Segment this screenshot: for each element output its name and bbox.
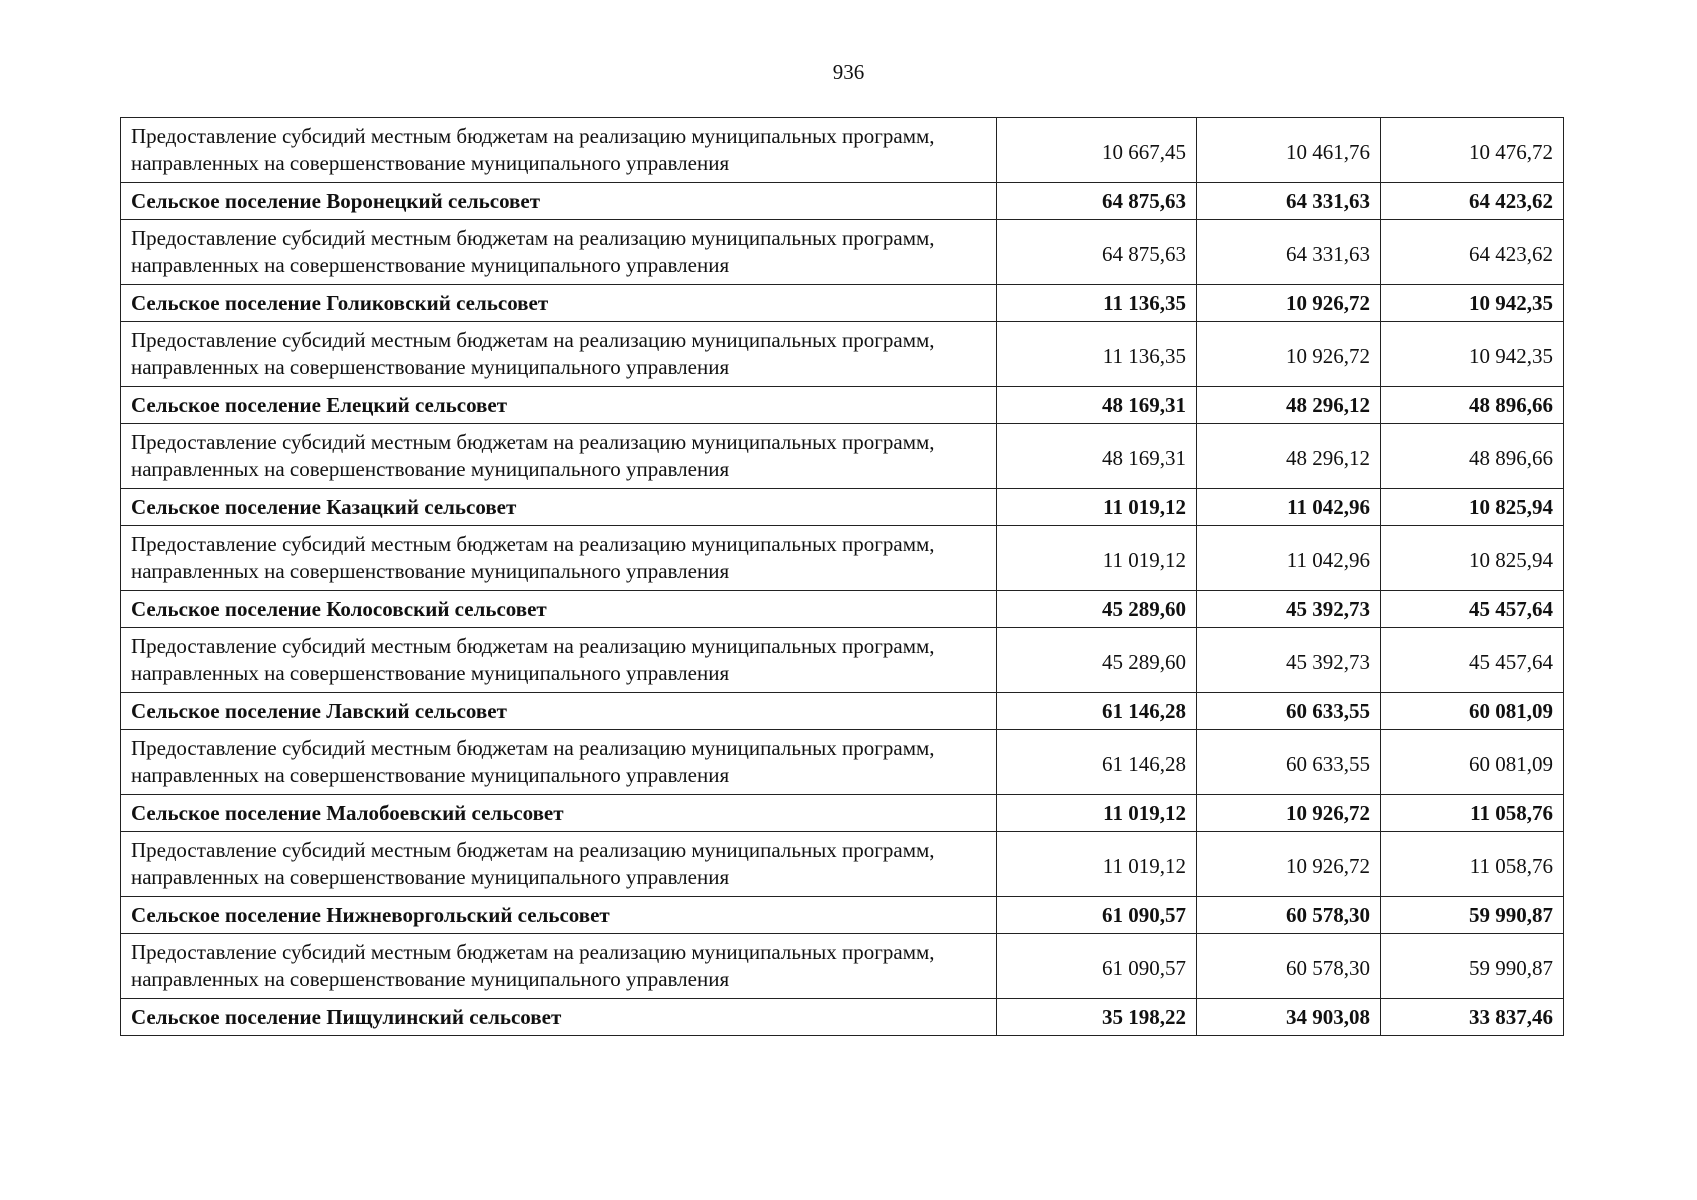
- table-row-subsidy: [121, 526, 1564, 591]
- budget-table: [120, 117, 1564, 1036]
- table-row-settlement-total: [121, 285, 1564, 322]
- row-value-year-3: 60 081,09: [1381, 730, 1564, 795]
- table-row-settlement-total: [121, 999, 1564, 1036]
- table-row-subsidy: [121, 322, 1564, 387]
- row-value-year-1: 11 019,12: [997, 832, 1197, 897]
- table-row-subsidy: [121, 934, 1564, 999]
- row-name: Предоставление субсидий местным бюджетам на реализацию муниципальных программ, направленных на совершенствование муниципального управления: [121, 934, 997, 999]
- table-row-settlement-total: [121, 591, 1564, 628]
- row-name: Предоставление субсидий местным бюджетам на реализацию муниципальных программ, направленных на совершенствование муниципального управления: [121, 118, 997, 183]
- row-value-year-2: 60 578,30: [1197, 897, 1381, 934]
- row-value-year-3: 10 476,72: [1381, 118, 1564, 183]
- row-value-year-3: 64 423,62: [1381, 220, 1564, 285]
- row-value-year-3: 11 058,76: [1381, 832, 1564, 897]
- row-value-year-1: 45 289,60: [997, 628, 1197, 693]
- row-value-year-1: 48 169,31: [997, 387, 1197, 424]
- row-value-year-1: 10 667,45: [997, 118, 1197, 183]
- row-value-year-2: 64 331,63: [1197, 183, 1381, 220]
- row-value-year-2: 10 926,72: [1197, 285, 1381, 322]
- row-value-year-2: 10 926,72: [1197, 832, 1381, 897]
- row-name: Сельское поселение Елецкий сельсовет: [121, 387, 997, 424]
- row-value-year-2: 60 633,55: [1197, 693, 1381, 730]
- row-name: Сельское поселение Лавский сельсовет: [121, 693, 997, 730]
- row-value-year-1: 61 146,28: [997, 730, 1197, 795]
- row-value-year-2: 48 296,12: [1197, 387, 1381, 424]
- row-value-year-3: 45 457,64: [1381, 628, 1564, 693]
- row-value-year-3: 60 081,09: [1381, 693, 1564, 730]
- row-name: Предоставление субсидий местным бюджетам на реализацию муниципальных программ, направленных на совершенствование муниципального управления: [121, 730, 997, 795]
- table-row-settlement-total: [121, 489, 1564, 526]
- row-value-year-3: 10 825,94: [1381, 489, 1564, 526]
- row-name: Предоставление субсидий местным бюджетам на реализацию муниципальных программ, направленных на совершенствование муниципального управления: [121, 832, 997, 897]
- row-value-year-1: 61 146,28: [997, 693, 1197, 730]
- row-value-year-3: 10 942,35: [1381, 285, 1564, 322]
- row-value-year-1: 48 169,31: [997, 424, 1197, 489]
- row-value-year-2: 45 392,73: [1197, 628, 1381, 693]
- table-row-settlement-total: [121, 795, 1564, 832]
- row-value-year-2: 48 296,12: [1197, 424, 1381, 489]
- row-value-year-3: 59 990,87: [1381, 897, 1564, 934]
- row-value-year-3: 59 990,87: [1381, 934, 1564, 999]
- row-value-year-1: 61 090,57: [997, 934, 1197, 999]
- page-number: 936: [832, 60, 865, 84]
- row-name: Предоставление субсидий местным бюджетам на реализацию муниципальных программ, направленных на совершенствование муниципального управления: [121, 424, 997, 489]
- row-value-year-2: 11 042,96: [1197, 489, 1381, 526]
- row-name: Сельское поселение Голиковский сельсовет: [121, 285, 997, 322]
- table-row-subsidy: [121, 730, 1564, 795]
- row-value-year-1: 64 875,63: [997, 183, 1197, 220]
- table-row-subsidy: [121, 424, 1564, 489]
- row-value-year-2: 64 331,63: [1197, 220, 1381, 285]
- row-name: Сельское поселение Пищулинский сельсовет: [121, 999, 997, 1036]
- row-value-year-2: 34 903,08: [1197, 999, 1381, 1036]
- row-name: Сельское поселение Казацкий сельсовет: [121, 489, 997, 526]
- table-row-settlement-total: [121, 387, 1564, 424]
- row-value-year-1: 11 136,35: [997, 322, 1197, 387]
- row-value-year-1: 61 090,57: [997, 897, 1197, 934]
- row-name: Предоставление субсидий местным бюджетам на реализацию муниципальных программ, направленных на совершенствование муниципального управления: [121, 220, 997, 285]
- row-name: Предоставление субсидий местным бюджетам на реализацию муниципальных программ, направленных на совершенствование муниципального управления: [121, 526, 997, 591]
- row-value-year-3: 48 896,66: [1381, 387, 1564, 424]
- row-name: Сельское поселение Воронецкий сельсовет: [121, 183, 997, 220]
- table-row-subsidy: [121, 832, 1564, 897]
- row-value-year-1: 11 019,12: [997, 526, 1197, 591]
- row-value-year-2: 11 042,96: [1197, 526, 1381, 591]
- row-value-year-1: 35 198,22: [997, 999, 1197, 1036]
- row-name: Сельское поселение Малобоевский сельсовет: [121, 795, 997, 832]
- row-value-year-1: 11 019,12: [997, 795, 1197, 832]
- row-name: Сельское поселение Колосовский сельсовет: [121, 591, 997, 628]
- row-value-year-2: 10 926,72: [1197, 322, 1381, 387]
- row-value-year-2: 60 633,55: [1197, 730, 1381, 795]
- row-value-year-1: 11 136,35: [997, 285, 1197, 322]
- table-row-subsidy: [121, 220, 1564, 285]
- row-value-year-1: 64 875,63: [997, 220, 1197, 285]
- row-value-year-1: 11 019,12: [997, 489, 1197, 526]
- budget-table-body: [121, 118, 1564, 1036]
- row-name: Предоставление субсидий местным бюджетам на реализацию муниципальных программ, направленных на совершенствование муниципального управления: [121, 628, 997, 693]
- table-row-subsidy: [121, 118, 1564, 183]
- table-row-settlement-total: [121, 183, 1564, 220]
- row-value-year-2: 10 461,76: [1197, 118, 1381, 183]
- row-value-year-3: 64 423,62: [1381, 183, 1564, 220]
- row-name: Предоставление субсидий местным бюджетам на реализацию муниципальных программ, направленных на совершенствование муниципального управления: [121, 322, 997, 387]
- table-row-subsidy: [121, 628, 1564, 693]
- row-value-year-2: 45 392,73: [1197, 591, 1381, 628]
- row-value-year-2: 10 926,72: [1197, 795, 1381, 832]
- row-name: Сельское поселение Нижневоргольский сельсовет: [121, 897, 997, 934]
- row-value-year-3: 45 457,64: [1381, 591, 1564, 628]
- row-value-year-3: 33 837,46: [1381, 999, 1564, 1036]
- row-value-year-3: 10 942,35: [1381, 322, 1564, 387]
- row-value-year-2: 60 578,30: [1197, 934, 1381, 999]
- table-row-settlement-total: [121, 693, 1564, 730]
- row-value-year-3: 11 058,76: [1381, 795, 1564, 832]
- table-row-settlement-total: [121, 897, 1564, 934]
- row-value-year-1: 45 289,60: [997, 591, 1197, 628]
- row-value-year-3: 10 825,94: [1381, 526, 1564, 591]
- row-value-year-3: 48 896,66: [1381, 424, 1564, 489]
